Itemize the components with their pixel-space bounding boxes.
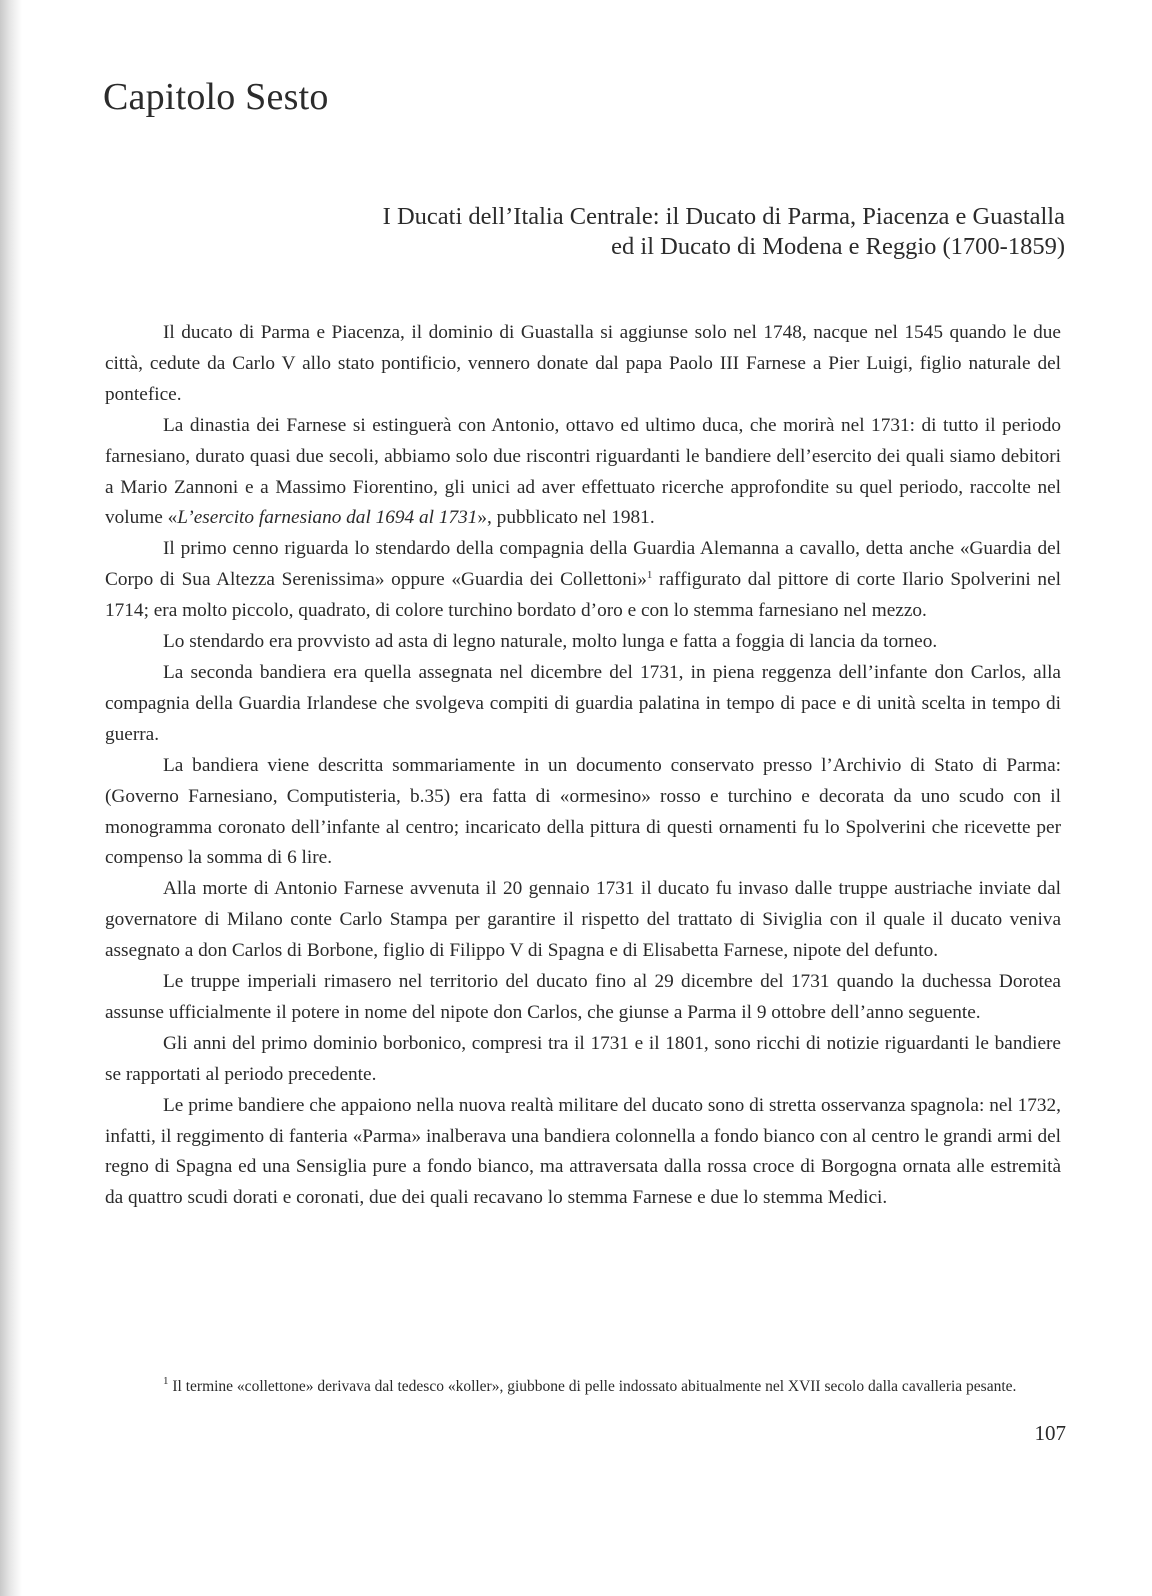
footnote-text: Il termine «collettone» derivava dal tedesco «koller», giubbone di pelle indossato abitualmente nel XVII secolo dalla cavalleria pesante. <box>168 1378 1017 1395</box>
paragraph-10: Le prime bandiere che appaiono nella nuova realtà militare del ducato sono di stretta osservanza spagnola: nel 1732, infatti, il reggimento di fanteria «Parma» inalberava una bandiera colonnella a fondo bianco con al centro le grandi armi del regno di Spagna ed una Sensiglia pure a fondo bianco, ma attraversata dalla rossa croce di Borgogna ornata alle estremità da quattro scudi dorati e coronati, due dei quali recavano lo stemma Farnese e due lo stemma Medici. <box>105 1094 1061 1209</box>
book-title: L’esercito farnesiano dal 1694 al 1731 <box>177 507 478 529</box>
body-text <box>105 318 1061 1214</box>
paragraph-8: Le truppe imperiali rimasero nel territorio del ducato fino al 29 dicembre del 1731 quando la duchessa Dorotea assunse ufficialmente il potere in nome del nipote don Carlos, che giunse a Parma il 9 ottobre dell’anno seguente. <box>105 971 1061 1023</box>
paragraph-3-text-a: Il primo cenno riguarda lo stendardo della compagnia della Guardia Alemanna a cavallo, detta anche «Guardia del Corpo di Sua Altezza Serenissima» oppure «Guardia dei Collettoni» <box>105 538 1061 591</box>
paragraph-2 <box>105 411 1061 535</box>
paragraph-7: Alla morte di Antonio Farnese avvenuta il 20 gennaio 1731 il ducato fu invaso dalle truppe austriache inviate dal governatore di Milano conte Carlo Stampa per garantire il rispetto del trattato di Siviglia con il quale il ducato veniva assegnato a don Carlos di Borbone, figlio di Filippo V di Spagna e di Elisabetta Farnese, nipote del defunto. <box>105 878 1061 962</box>
footnote-paragraph <box>105 1374 1061 1400</box>
page-gutter-shadow <box>0 0 22 1596</box>
chapter-subtitle <box>185 202 1065 262</box>
paragraph-2-text-b: », pubblicato nel 1981. <box>477 507 655 529</box>
footnote <box>105 1374 1061 1400</box>
subtitle-line-2: ed il Ducato di Modena e Reggio (1700-1859) <box>611 233 1065 260</box>
page-number: 107 <box>1034 1421 1066 1445</box>
paragraph-2-text-a: La dinastia dei Farnese si estinguerà con Antonio, ottavo ed ultimo duca, che morirà nel 1731: di tutto il periodo farnesiano, durato quasi due secoli, abbiamo solo due riscontri riguardanti le bandiere dell’esercito dei quali siamo debitori a Mario Zannoni e a Massimo Fiorentino, gli unici ad aver effettuato ricerche approfondite su quel periodo, raccolte nel volume « <box>105 414 1061 529</box>
paragraph-9: Gli anni del primo dominio borbonico, compresi tra il 1731 e il 1801, sono ricchi di notizie riguardanti le bandiere se rapportati al periodo precedente. <box>105 1032 1061 1085</box>
chapter-title: Capitolo Sesto <box>103 76 329 118</box>
paragraph-4: Lo stendardo era provvisto ad asta di legno naturale, molto lunga e fatta a foggia di lancia da torneo. <box>163 631 938 653</box>
paragraph-6: La bandiera viene descritta sommariamente in un documento conservato presso l’Archivio di Stato di Parma: (Governo Farnesiano, Computisteria, b.35) era fatta di «ormesino» rosso e turchino e decorata da uno scudo con il monogramma coronato dell’infante al centro; incaricato della pittura di questi ornamenti fu lo Spolverini che ricevette per compenso la somma di 6 lire. <box>105 754 1061 869</box>
footnote-number: 1 <box>163 1375 169 1387</box>
paragraph-3-text-b: raffigurato dal pittore di corte Ilario Spolverini nel 1714; era molto piccolo, quadrato, di colore turchino bordato d’oro e con lo stemma farnesiano nel mezzo. <box>105 569 1061 622</box>
paragraph-5: La seconda bandiera era quella assegnata nel dicembre del 1731, in piena reggenza dell’infante don Carlos, alla compagnia della Guardia Irlandese che svolgeva compiti di guardia palatina in tempo di pace e di unità scelta in tempo di guerra. <box>105 661 1061 745</box>
footnote-reference: 1 <box>646 569 653 582</box>
paragraph-1: Il ducato di Parma e Piacenza, il dominio di Guastalla si aggiunse solo nel 1748, nacque nel 1545 quando le due città, cedute da Carlo V allo stato pontificio, vennero donate dal papa Paolo III Farnese a Pier Luigi, figlio naturale del pontefice. <box>105 322 1061 405</box>
paragraph-3 <box>105 534 1061 627</box>
subtitle-line-1: I Ducati dell’Italia Centrale: il Ducato di Parma, Piacenza e Guastalla <box>382 203 1065 230</box>
